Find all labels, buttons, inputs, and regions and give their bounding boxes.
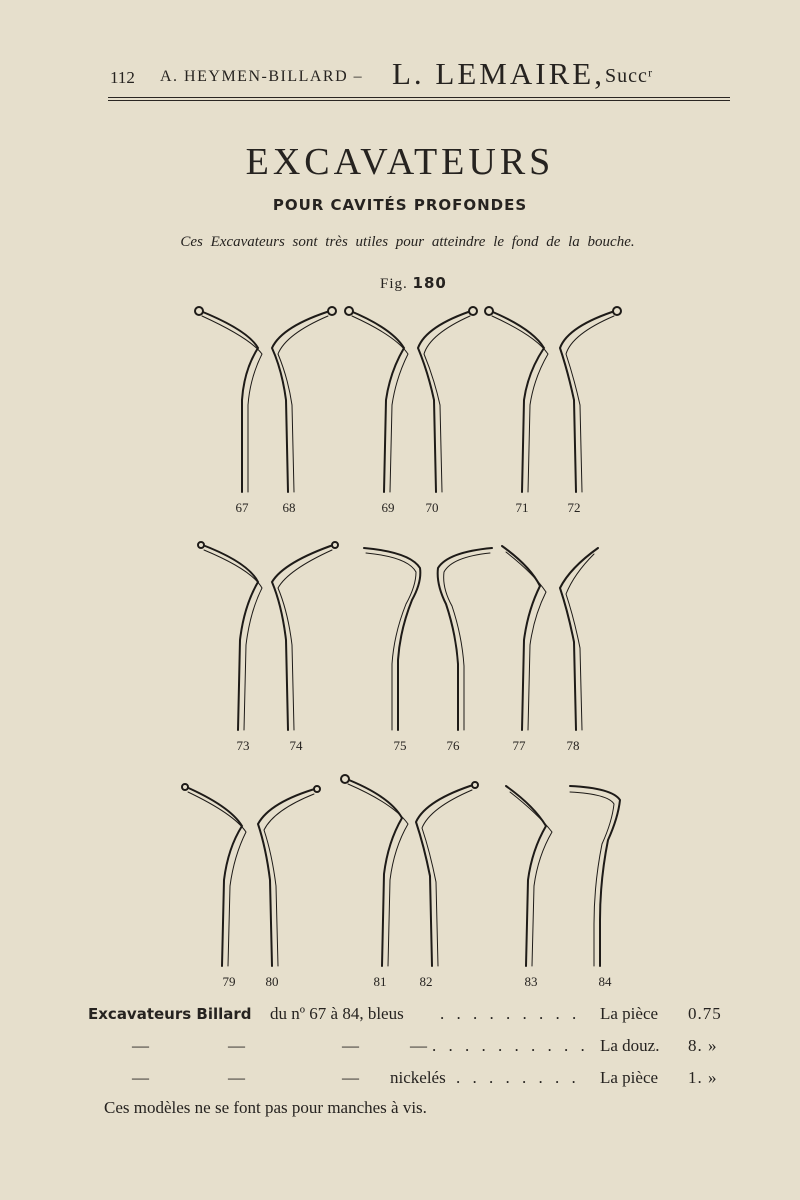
excavator-81 (341, 775, 408, 966)
product-name: Excavateurs Billard (88, 1005, 252, 1023)
instrument-number: 77 (512, 738, 526, 753)
price-value: 8. » (688, 1036, 718, 1055)
instrument-number: 68 (282, 500, 296, 515)
excavator-84 (570, 786, 620, 966)
intro-text: Ces Excavateurs sont très utiles pour atteindre le fond de la bouche. (180, 234, 635, 250)
excavator-83 (506, 786, 552, 966)
price-value: 0.75 (688, 1004, 722, 1023)
price-row (88, 1004, 252, 1024)
page-title: EXCAVATEURS (245, 141, 555, 183)
excavator-68 (272, 307, 336, 492)
instrument-number: 81 (373, 974, 387, 989)
instrument-number: 75 (393, 738, 407, 753)
price-unit: La douz. (600, 1036, 660, 1055)
instrument-number: 74 (289, 738, 303, 753)
instrument-number: 72 (567, 500, 581, 515)
instrument-number: 73 (236, 738, 250, 753)
excavator-80 (258, 786, 320, 966)
ditto-mark: — (228, 1068, 245, 1087)
ditto-mark: — (132, 1036, 149, 1055)
ditto-mark: — (228, 1036, 245, 1055)
ditto-mark: — (132, 1068, 149, 1087)
instrument-number: 70 (425, 500, 439, 515)
finish-label: nickelés (390, 1068, 446, 1087)
leader-dots: . . . . . . . . (456, 1068, 580, 1087)
excavator-74 (272, 542, 338, 730)
excavator-79 (182, 784, 246, 966)
instrument-number: 83 (524, 974, 538, 989)
instrument-number: 82 (419, 974, 433, 989)
excavator-77 (502, 546, 546, 730)
excavator-73 (198, 542, 262, 730)
price-value: 1. » (688, 1068, 718, 1087)
figure-prefix: Fig. (380, 276, 408, 292)
ditto-mark: — (342, 1036, 359, 1055)
publisher-name: A. HEYMEN-BILLARD – (160, 68, 364, 85)
instrument-number: 69 (381, 500, 395, 515)
product-range: du nº 67 à 84, bleus (270, 1004, 404, 1023)
page-number: 112 (110, 68, 135, 87)
successor-label: Succʳ (605, 65, 654, 87)
page-subtitle: POUR CAVITÉS PROFONDES (272, 196, 528, 214)
instrument-number: 80 (265, 974, 279, 989)
excavator-70 (418, 307, 477, 492)
instrument-number: 79 (222, 974, 236, 989)
instrument-number: 71 (515, 500, 529, 515)
excavator-69 (345, 307, 408, 492)
excavator-82 (416, 782, 478, 966)
excavator-71 (485, 307, 548, 492)
instrument-number: 76 (446, 738, 460, 753)
figure-number: 180 (412, 274, 447, 292)
house-name: L. LEMAIRE, (392, 56, 605, 91)
ditto-mark: — (342, 1068, 359, 1087)
excavator-67 (195, 307, 262, 492)
instrument-number: 67 (235, 500, 249, 515)
price-unit: La pièce (600, 1068, 659, 1087)
ditto-mark: — (410, 1036, 427, 1055)
instrument-number: 78 (566, 738, 580, 753)
leader-dots: . . . . . . . . . . (432, 1036, 589, 1055)
footnote: Ces modèles ne se font pas pour manches à vis. (104, 1098, 427, 1117)
instrument-number: 84 (598, 974, 612, 989)
excavator-72 (560, 307, 621, 492)
excavator-78 (560, 548, 598, 730)
leader-dots: . . . . . . . . . (440, 1004, 581, 1023)
price-unit: La pièce (600, 1004, 659, 1023)
excavator-75 (364, 548, 420, 730)
excavator-76 (438, 548, 492, 730)
